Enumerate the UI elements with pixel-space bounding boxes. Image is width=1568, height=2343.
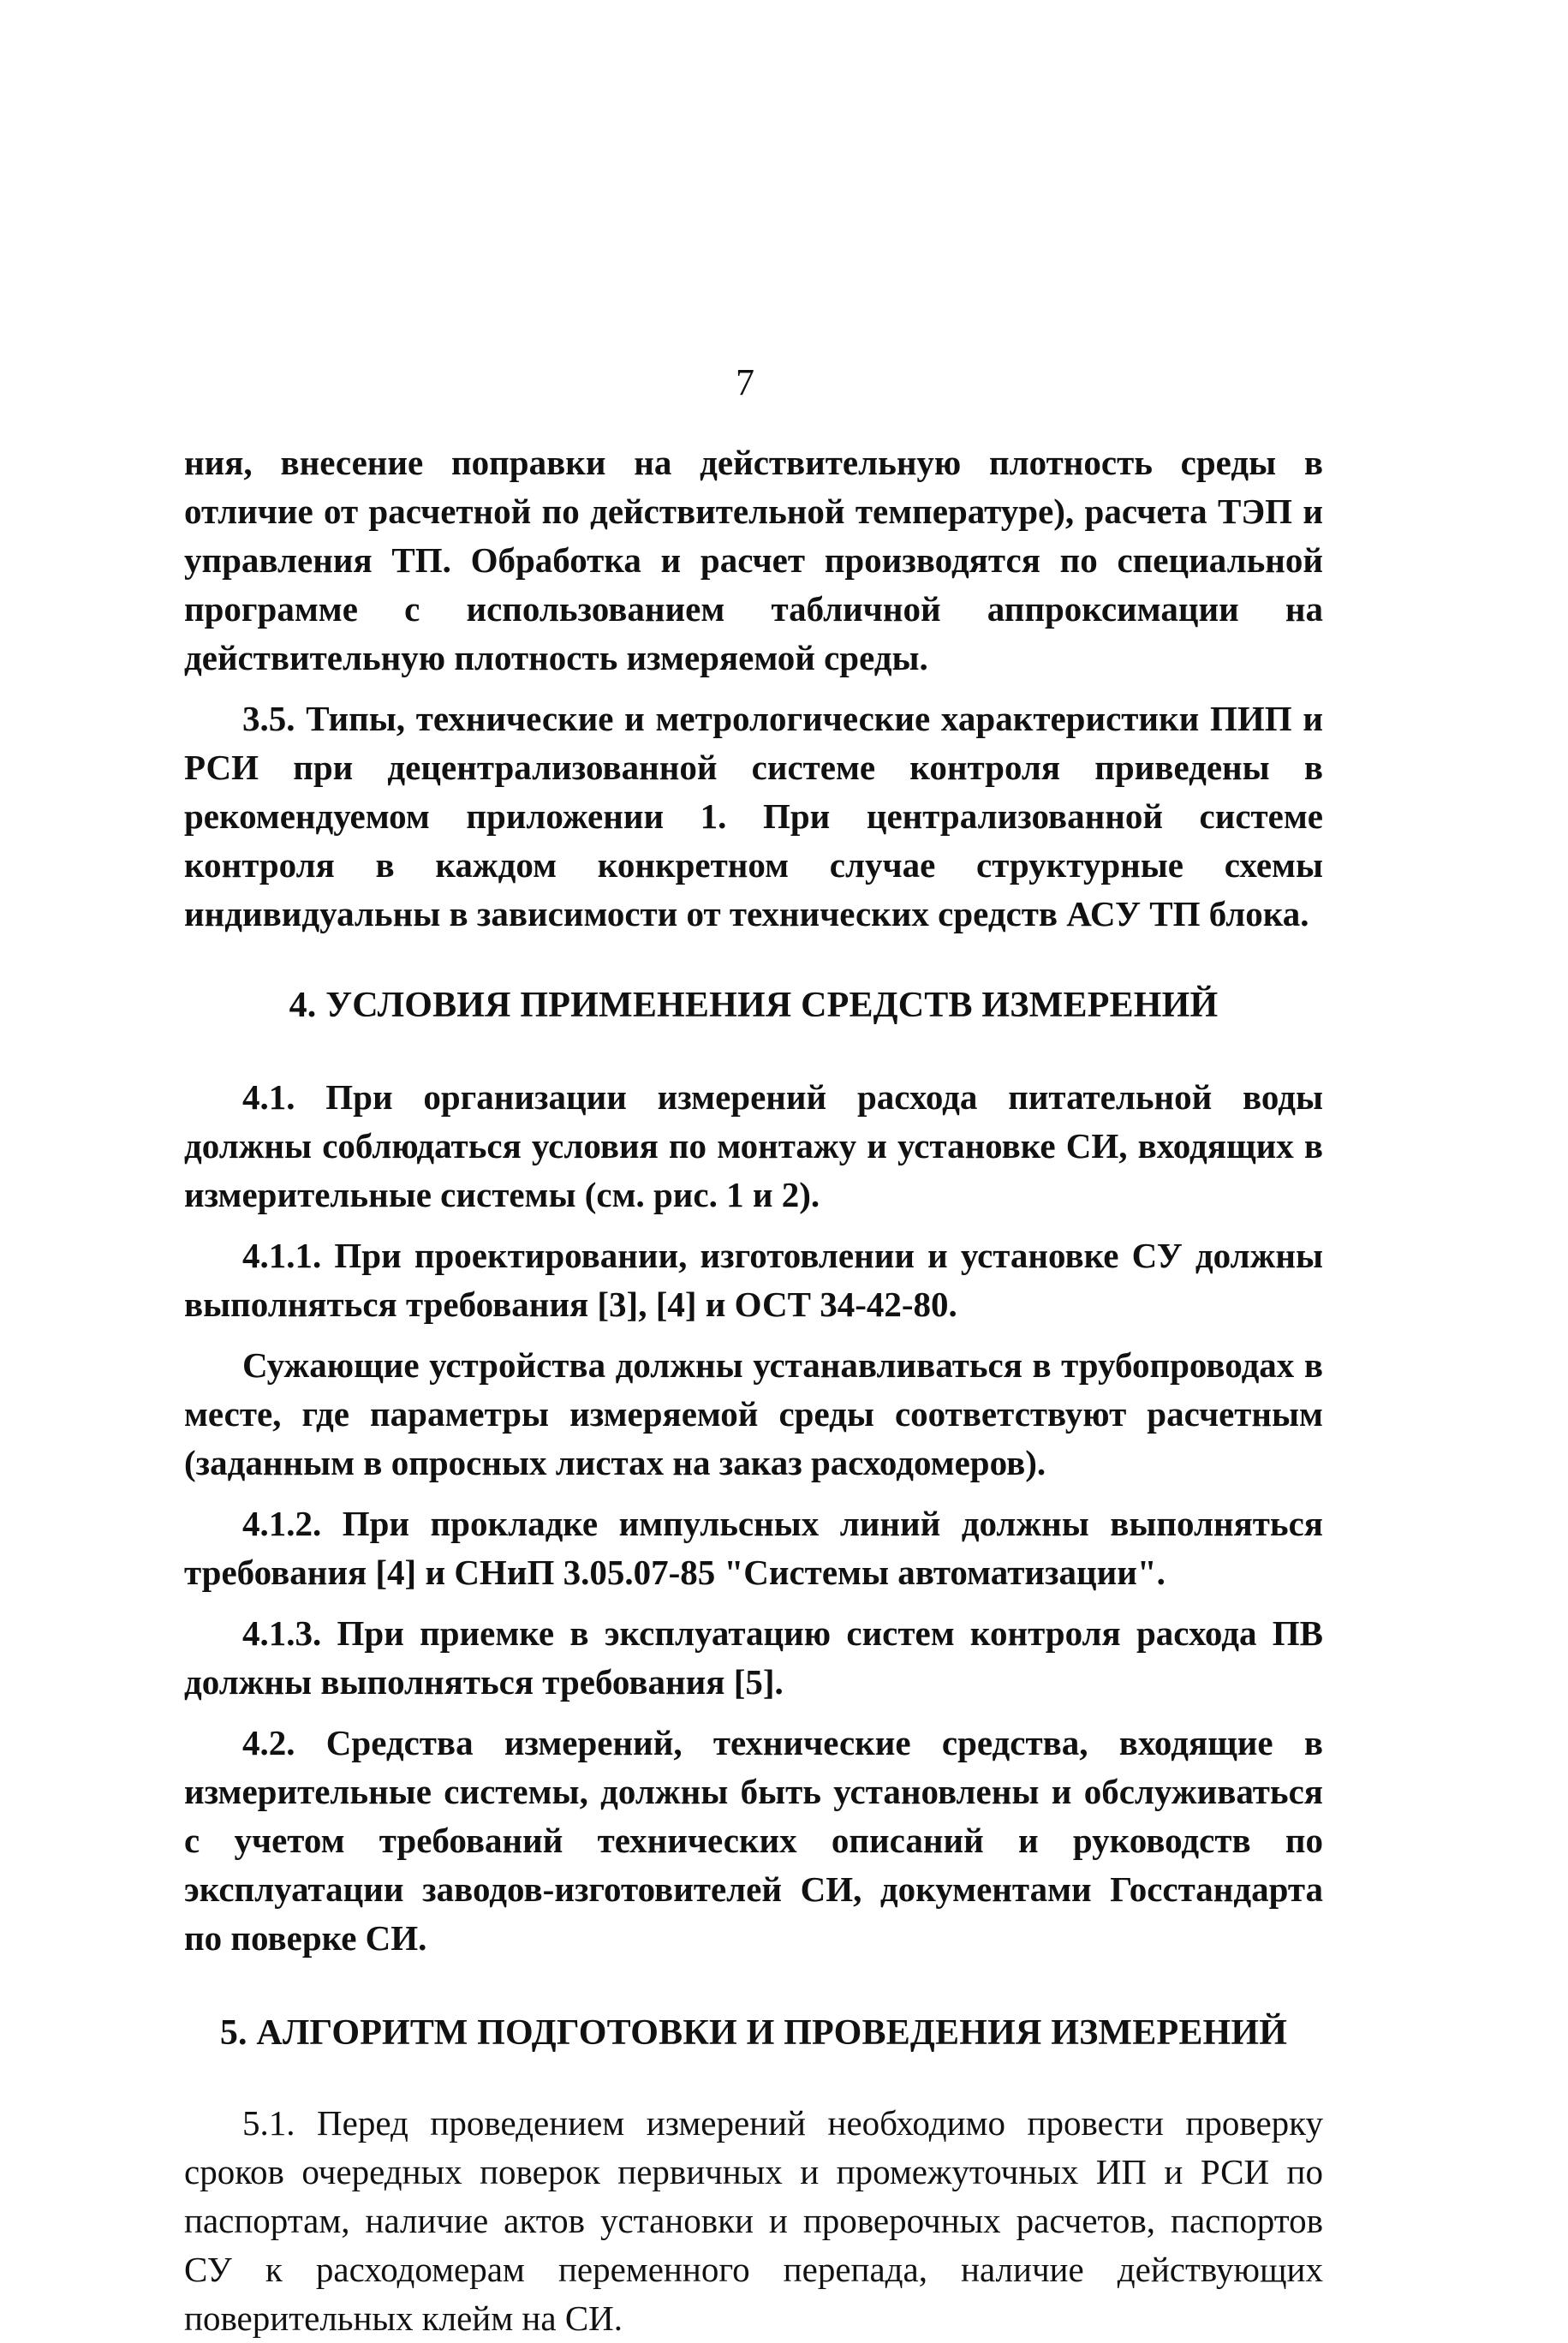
section-4-heading: 4. УСЛОВИЯ ПРИМЕНЕНИЯ СРЕДСТВ ИЗМЕРЕНИЙ bbox=[289, 986, 1219, 1025]
paragraph-3-5: 3.5. Типы, технические и метрологические характеристики ПИП и РСИ при децентрализованной системе контроля приведены в рекомендуемом приложении 1. При централизованной системе контроля в каждом конкретном случае структурные схемы индивидуальны в зависимости от технических средств АСУ ТП блока. bbox=[184, 699, 1323, 933]
paragraph-4-1-1: 4.1.1. При проектировании, изготовлении и установке СУ должны выполняться требования [3], [4] и ОСТ 34-42-80. bbox=[184, 1236, 1323, 1324]
page-number: 7 bbox=[736, 361, 754, 403]
page-content bbox=[184, 438, 1323, 2343]
section-5-heading: 5. АЛГОРИТМ ПОДГОТОВКИ И ПРОВЕДЕНИЯ ИЗМЕРЕНИЙ bbox=[219, 2013, 1288, 2053]
paragraph-continuation: ния, внесение поправки на действительную плотность среды в отличие от расчетной по действительной температуре), расчета ТЭП и управления ТП. Обработка и расчет производятся по специальной программе с использованием табличной аппроксимации на действительную плотность измеряемой среды. bbox=[184, 443, 1323, 677]
paragraph-4-1-3: 4.1.3. При приемке в эксплуатацию систем контроля расхода ПВ должны выполняться требования [5]. bbox=[184, 1613, 1323, 1702]
paragraph-4-2: 4.2. Средства измерений, технические средства, входящие в измерительные системы, должны быть установлены и обслуживаться с учетом требований технических описаний и руководств по эксплуатации заводов-изготовителей СИ, документами Госстандарта по поверке СИ. bbox=[184, 1723, 1323, 1958]
paragraph-5-1: 5.1. Перед проведением измерений необходимо провести проверку сроков очередных поверок первичных и промежуточных ИП и РСИ по паспортам, наличие актов установки и проверочных расчетов, паспортов СУ к расходомерам переменного перепада, наличие действующих поверительных клейм на СИ. bbox=[184, 2103, 1323, 2338]
paragraph-4-1: 4.1. При организации измерений расхода питательной воды должны соблюдаться условия по монтажу и установке СИ, входящих в измерительные системы (см. рис. 1 и 2). bbox=[184, 1077, 1323, 1214]
paragraph-narrowing-devices: Сужающие устройства должны устанавливаться в трубопроводах в месте, где параметры измеряемой среды соответствуют расчетным (заданным в опросных листах на заказ расходомеров). bbox=[184, 1345, 1323, 1482]
paragraph-4-1-2: 4.1.2. При прокладке импульсных линий должны выполняться требования [4] и СНиП 3.05.07-85 "Системы автоматизации". bbox=[184, 1504, 1323, 1592]
